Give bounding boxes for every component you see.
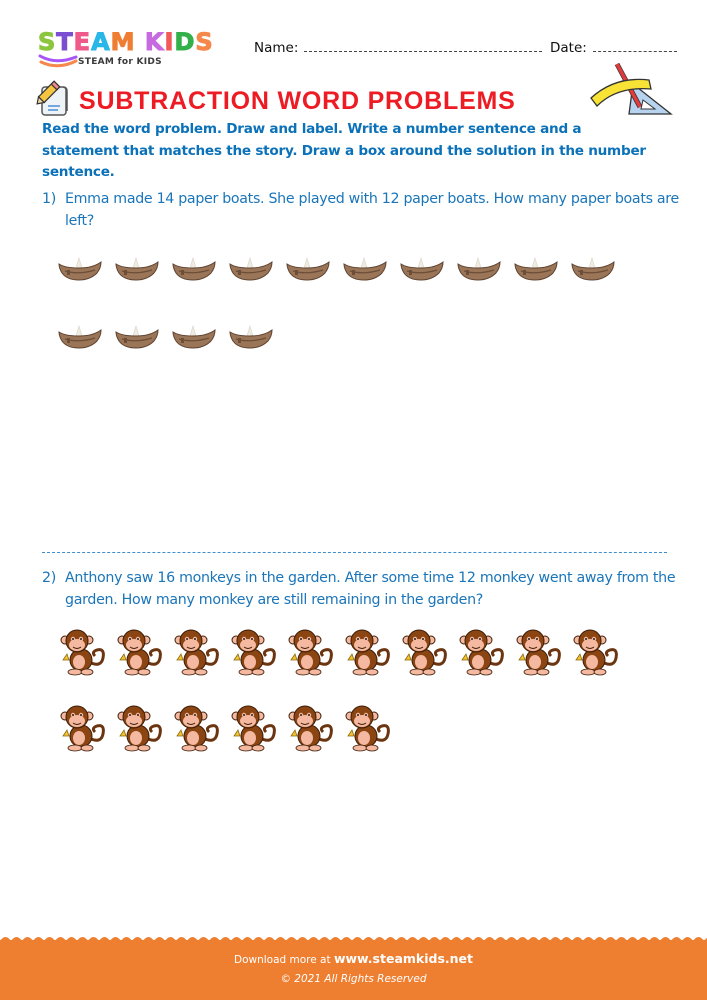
monkey-icon [114,702,171,752]
scallop-border [0,933,707,941]
name-label: Name: [254,40,299,56]
monkey-icon [114,626,171,676]
date-line[interactable] [593,51,677,52]
question-text: Emma made 14 paper boats. She played with 12 paper boats. How many paper boats are left? [65,191,679,229]
site-link[interactable]: www.steamkids.net [333,951,473,966]
copyright: © 2021 All Rights Reserved [280,973,427,985]
page-title: SUBTRACTION WORD PROBLEMS [79,87,516,115]
monkey-icon [285,626,342,676]
monkey-icon [285,702,342,752]
paper-boat-icon [570,256,627,282]
question-number: 1) [42,191,56,207]
date-field[interactable] [550,40,677,56]
name-line[interactable] [304,51,542,52]
paper-boat-icon [228,324,285,350]
paper-boat-icon [114,324,171,350]
question-number: 2) [42,570,56,586]
logo-letter: M [110,28,136,56]
logo-letter: E [73,28,92,56]
logo-letter: K [144,28,165,56]
monkey-icon [570,626,627,676]
logo-letter [136,30,145,54]
ruler-pencil-setsquare-icon [585,62,675,117]
logo-letter: T [56,28,74,56]
paper-boat-icon [57,324,114,350]
monkey-icon [228,626,285,676]
monkey-icon [342,702,399,752]
question-2 [42,568,682,611]
pencil-paper-icon [33,80,71,118]
logo-wordmark [38,30,214,54]
logo-letter: D [174,28,196,56]
footer-download [0,951,707,966]
boat-row-2 [57,324,285,350]
paper-boat-icon [171,256,228,282]
logo-letter: S [195,28,214,56]
paper-boat-icon [456,256,513,282]
paper-boat-icon [513,256,570,282]
paper-boat-icon [285,256,342,282]
monkey-icon [57,626,114,676]
name-field[interactable] [254,40,542,56]
monkey-icon [342,626,399,676]
logo-letter: A [91,28,111,56]
date-label: Date: [550,40,587,56]
question-1 [42,189,682,232]
monkey-icon [57,702,114,752]
download-prefix: Download more at [233,954,331,966]
boat-row-1 [57,256,627,282]
footer [0,940,707,1000]
monkey-icon [456,626,513,676]
question-text: Anthony saw 16 monkeys in the garden. After some time 12 monkey went away from the garden. How many monkey are still remaining in the garden? [65,570,676,608]
instructions: Read the word problem. Draw and label. Write a number sentence and a statement that matches the story. Draw a box around the solution in the number sentence. [42,121,646,180]
logo-swoosh-icon [38,53,78,71]
logo-subtitle: STEAM for KIDS [78,57,162,67]
steam-kids-logo [38,30,238,72]
paper-boat-icon [342,256,399,282]
monkey-icon [399,626,456,676]
monkey-icon [171,702,228,752]
paper-boat-icon [228,256,285,282]
paper-boat-icon [114,256,171,282]
monkey-icon [228,702,285,752]
logo-letter: I [164,28,175,56]
monkey-row-1 [57,626,627,676]
monkey-icon [171,626,228,676]
monkey-row-2 [57,702,399,752]
paper-boat-icon [171,324,228,350]
logo-letter: S [38,28,57,56]
paper-boat-icon [399,256,456,282]
section-divider [42,552,667,553]
monkey-icon [513,626,570,676]
paper-boat-icon [57,256,114,282]
